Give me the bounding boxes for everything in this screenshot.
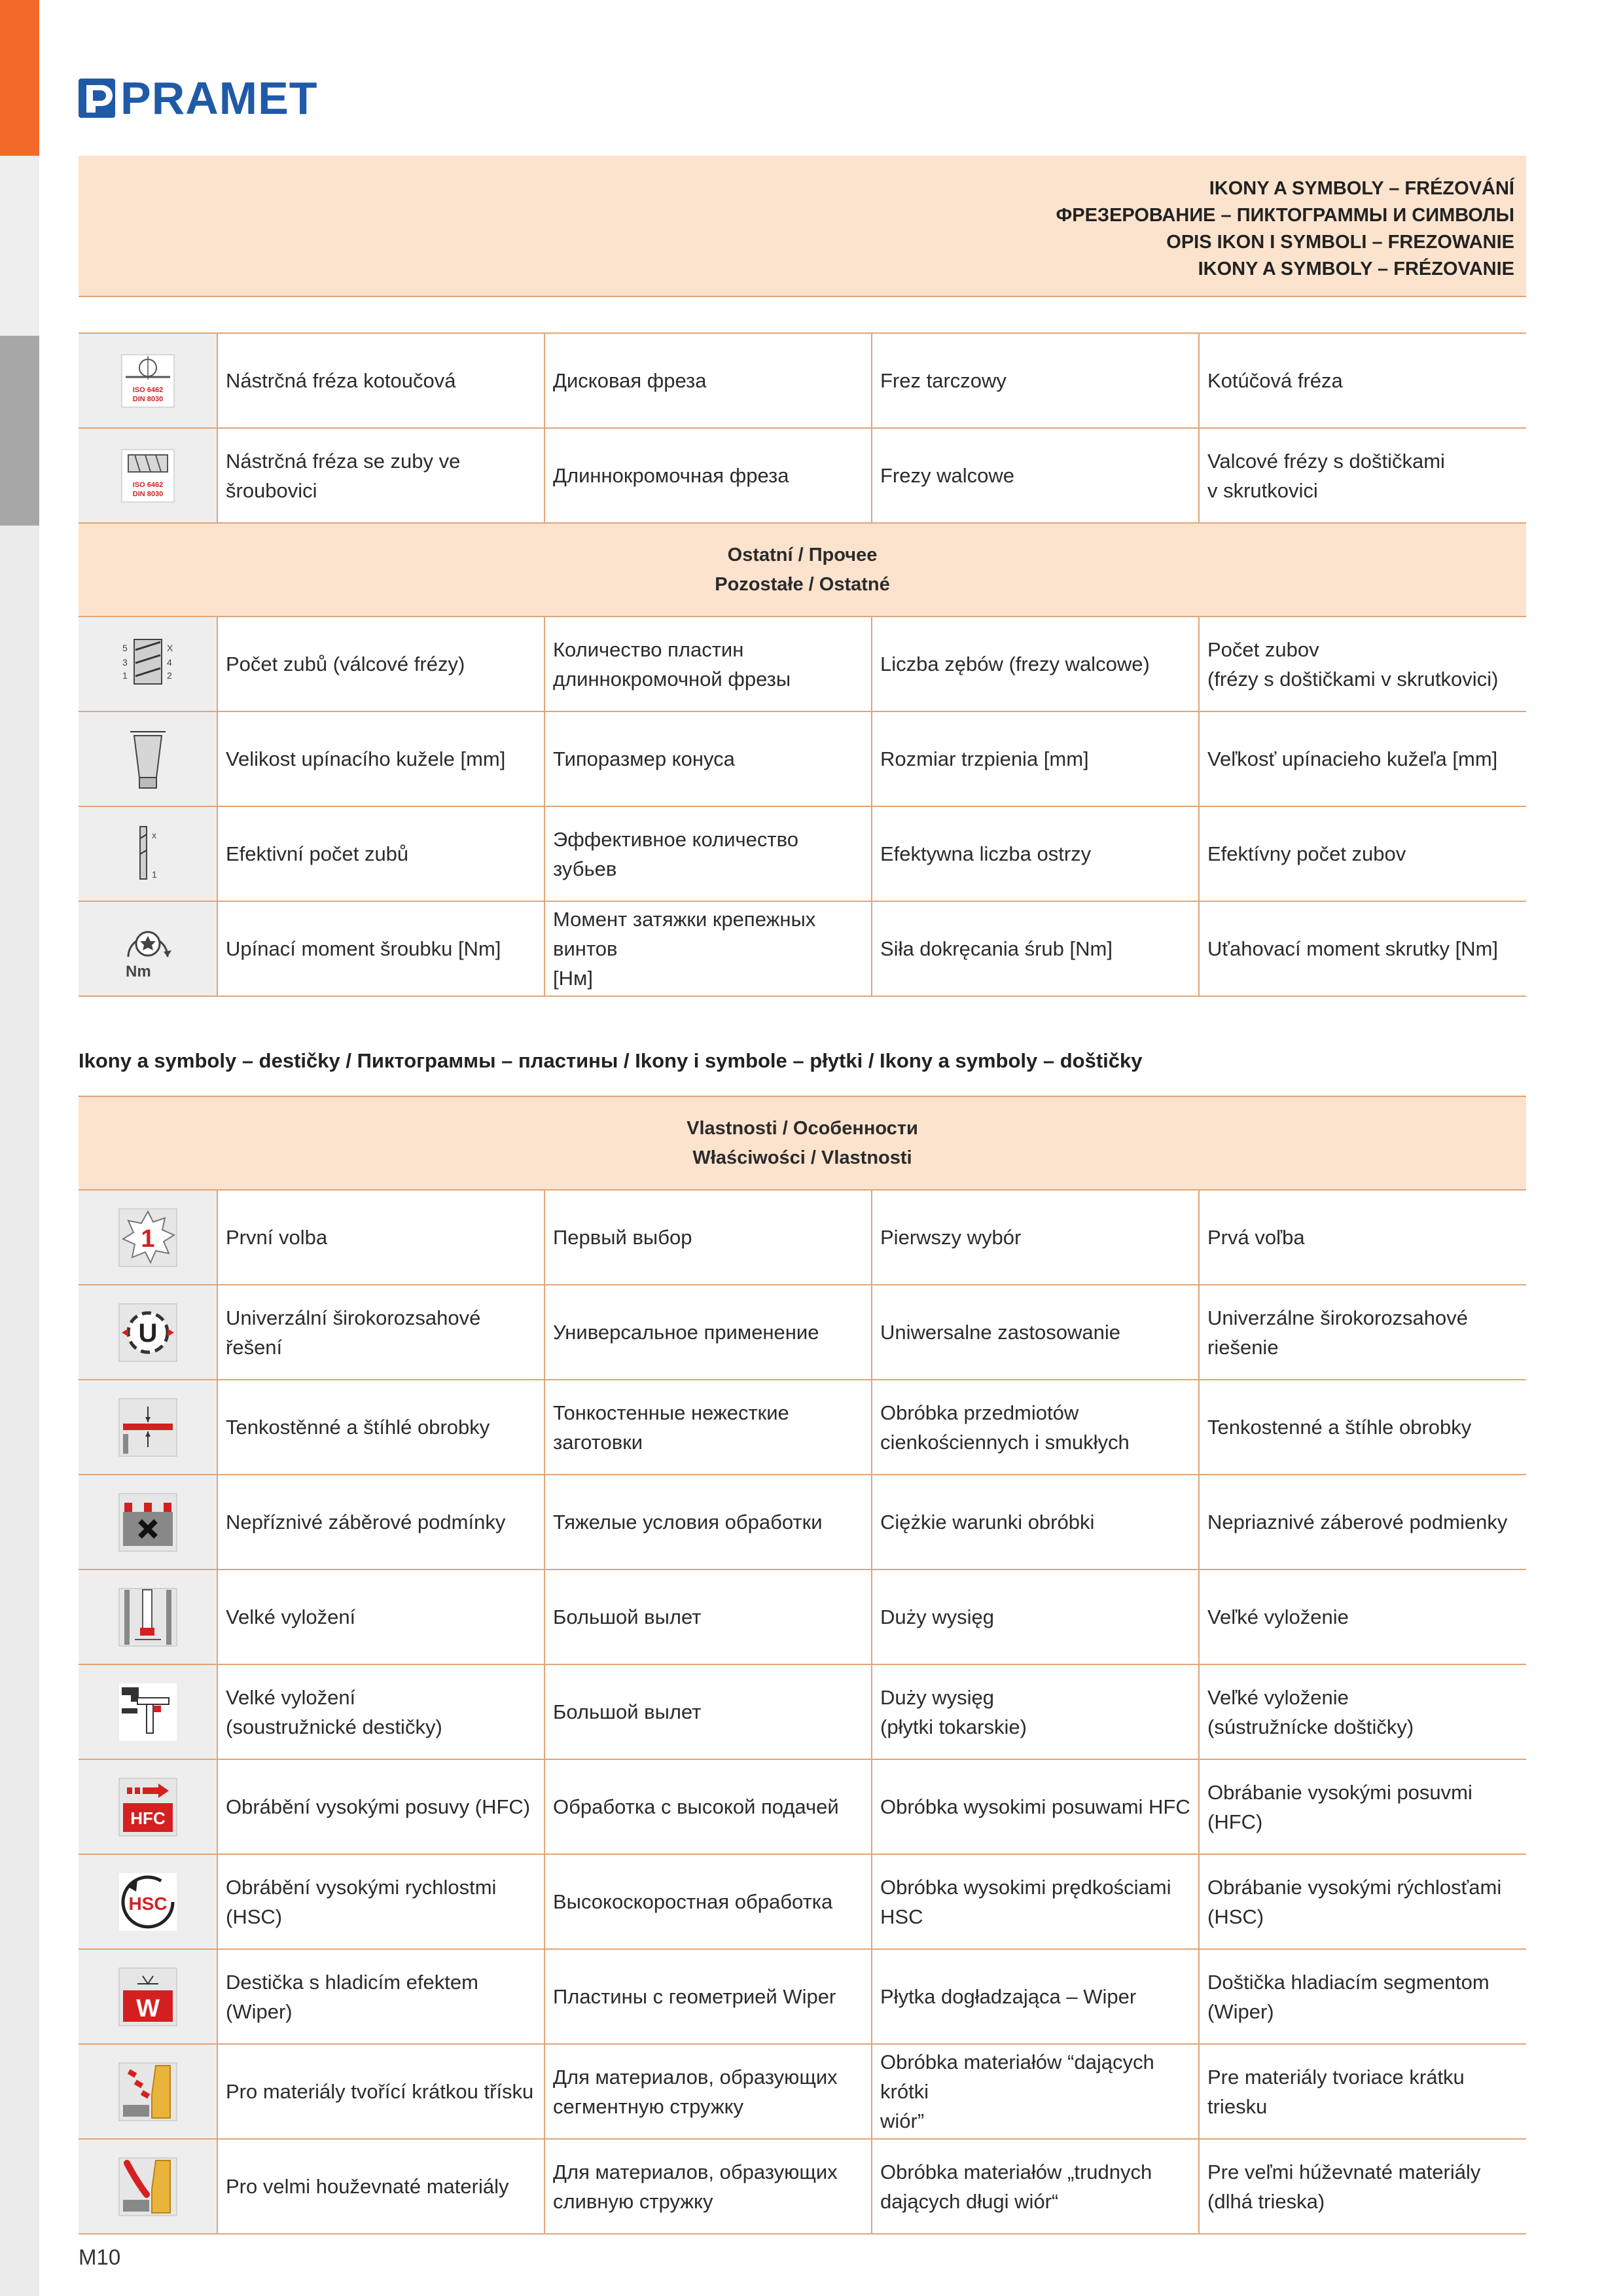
svg-text:1: 1 xyxy=(151,869,157,880)
long-overhang-icon xyxy=(118,1587,178,1647)
section-header-cell xyxy=(79,1096,1526,1190)
cell-pl: Ciężkie warunki obróbki xyxy=(872,1475,1199,1570)
cell-cz: Počet zubů (válcové frézy) xyxy=(217,617,544,711)
cell-pl: Pierwszy wybór xyxy=(872,1190,1199,1285)
cell-sk: Obrábanie vysokými posuvmi (HFC) xyxy=(1199,1759,1526,1854)
svg-text:DIN 8030: DIN 8030 xyxy=(132,395,163,403)
cell-pl: Obróbka przedmiotów cienkościennych i smukłych xyxy=(872,1380,1199,1475)
cell-ru: Первый выбор xyxy=(544,1190,872,1285)
cell-sk: Prvá voľba xyxy=(1199,1190,1526,1285)
cell-pl: Obróbka wysokimi posuwami HFC xyxy=(872,1759,1199,1854)
side-tab-current xyxy=(0,336,39,526)
title-line-cz: IKONY A SYMBOLY – FRÉZOVÁNÍ xyxy=(1209,178,1514,199)
short-chip-icon xyxy=(118,2062,178,2122)
wiper-icon xyxy=(118,1967,178,2027)
cell-ru: Обработка с высокой подачей xyxy=(544,1759,872,1854)
icon-cell xyxy=(79,1854,217,1949)
cell-ru: Длиннокромочная фреза xyxy=(544,428,872,523)
title-line-ru: ФРЕЗЕРОВАНИЕ – ПИКТОГРАММЫ И СИМВОЛЫ xyxy=(1056,205,1514,226)
icon-cell xyxy=(79,806,217,901)
section-header-properties xyxy=(79,1096,1526,1190)
cell-sk: Pre veľmi húževnaté materiály (dlhá trieska) xyxy=(1199,2139,1526,2234)
table-row xyxy=(79,1285,1526,1380)
table-row xyxy=(79,1380,1526,1475)
icon-cell xyxy=(79,1570,217,1664)
table-row xyxy=(79,1190,1526,1285)
clamping-taper-icon xyxy=(125,726,171,792)
cell-sk: Veľké vyloženie xyxy=(1199,1570,1526,1664)
table-row xyxy=(79,2044,1526,2139)
cell-sk: Počet zubov (frézy s doštičkami v skrutkovici) xyxy=(1199,617,1526,711)
cell-ru: Для материалов, образующих сегментную стружку xyxy=(544,2044,872,2139)
cell-ru: Эффективное количество зубьев xyxy=(544,806,872,901)
cell-pl: Obróbka wysokimi prędkościami HSC xyxy=(872,1854,1199,1949)
cell-cz: Nepříznivé záběrové podmínky xyxy=(217,1475,544,1570)
icon-cell xyxy=(79,1949,217,2044)
hsc-icon xyxy=(118,1872,178,1932)
title-line-pl: OPIS IKON I SYMBOLI – FREZOWANIE xyxy=(1166,232,1514,253)
cell-pl: Frez tarczowy xyxy=(872,333,1199,428)
cell-cz: Univerzální širokorozsahové řešení xyxy=(217,1285,544,1380)
icon-cell xyxy=(79,333,217,428)
table-row xyxy=(79,1664,1526,1759)
table-row xyxy=(79,1759,1526,1854)
cell-pl: Płytka dogładzająca – Wiper xyxy=(872,1949,1199,2044)
cell-cz: Nástrčná fréza se zuby ve šroubovici xyxy=(217,428,544,523)
table-row xyxy=(79,2139,1526,2234)
cell-ru: Типоразмер конуса xyxy=(544,711,872,806)
cell-sk: Veľké vyloženie (sústružnícke doštičky) xyxy=(1199,1664,1526,1759)
cell-sk: Efektívny počet zubov xyxy=(1199,806,1526,901)
section-props-line2: Właściwości / Vlastnosti xyxy=(692,1147,912,1168)
cell-pl: Liczba zębów (frezy walcowe) xyxy=(872,617,1199,711)
cell-ru: Количество пластин длиннокромочной фрезы xyxy=(544,617,872,711)
side-tab-strip xyxy=(0,0,39,2296)
icon-cell xyxy=(79,1380,217,1475)
brand-name: PRAMET xyxy=(120,73,318,124)
page-number: M10 xyxy=(79,2245,121,2269)
svg-text:4: 4 xyxy=(166,656,172,668)
hfc-icon xyxy=(118,1777,178,1837)
screw-torque-icon xyxy=(115,918,181,980)
table-row xyxy=(79,1570,1526,1664)
table-row xyxy=(79,1475,1526,1570)
teeth-count-helical-icon xyxy=(118,637,177,692)
unfavourable-conditions-icon xyxy=(118,1492,178,1552)
side-tab xyxy=(0,526,39,2296)
table-row xyxy=(79,901,1526,996)
section-header-cell xyxy=(79,523,1526,617)
cell-cz: První volba xyxy=(217,1190,544,1285)
cell-sk: Univerzálne širokorozsahové riešenie xyxy=(1199,1285,1526,1380)
icon-cell xyxy=(79,711,217,806)
svg-text:Nm: Nm xyxy=(125,962,151,980)
svg-text:X: X xyxy=(166,642,173,653)
cell-sk: Valcové frézy s doštičkami v skrutkovici xyxy=(1199,428,1526,523)
icon-cell xyxy=(79,2044,217,2139)
cell-cz: Pro velmi houževnaté materiály xyxy=(217,2139,544,2234)
svg-text:x: x xyxy=(151,829,156,840)
svg-text:1: 1 xyxy=(122,670,128,681)
icon-cell xyxy=(79,428,217,523)
cell-ru: Большой вылет xyxy=(544,1664,872,1759)
long-overhang-turning-icon xyxy=(118,1682,178,1742)
table-row xyxy=(79,806,1526,901)
svg-text:2: 2 xyxy=(166,670,172,681)
cell-cz: Velké vyložení (soustružnické destičky) xyxy=(217,1664,544,1759)
section-other-line1: Ostatní / Прочее xyxy=(727,544,878,565)
universal-icon xyxy=(118,1302,178,1363)
cell-sk: Uťahovací moment skrutky [Nm] xyxy=(1199,901,1526,996)
cell-pl: Duży wysięg xyxy=(872,1570,1199,1664)
inserts-heading: Ikony a symboly – destičky / Пиктограммы – пластины / Ikony i symbole – płytki / Ikony a symboly – doštičky xyxy=(79,1049,1143,1072)
table-row xyxy=(79,1854,1526,1949)
table-row xyxy=(79,333,1526,428)
cell-cz: Upínací moment šroubku [Nm] xyxy=(217,901,544,996)
cell-sk: Obrábanie vysokými rýchlosťami (HSC) xyxy=(1199,1854,1526,1949)
cell-sk: Doštička hladiacím segmentom (Wiper) xyxy=(1199,1949,1526,2044)
svg-text:HFC: HFC xyxy=(130,1808,166,1828)
cell-sk: Tenkostenné a štíhle obrobky xyxy=(1199,1380,1526,1475)
icon-cell xyxy=(79,1759,217,1854)
disc-cutter-iso-icon xyxy=(120,353,175,408)
tough-material-icon xyxy=(118,2157,178,2217)
cell-cz: Efektivní počet zubů xyxy=(217,806,544,901)
icon-cell xyxy=(79,617,217,711)
svg-text:ISO 6462: ISO 6462 xyxy=(132,386,163,394)
cell-pl: Duży wysięg (płytki tokarskie) xyxy=(872,1664,1199,1759)
cell-ru: Тонкостенные нежесткие заготовки xyxy=(544,1380,872,1475)
cell-pl: Obróbka materiałów „trudnych dających długi wiór“ xyxy=(872,2139,1199,2234)
cell-sk: Pre materiály tvoriace krátku triesku xyxy=(1199,2044,1526,2139)
helical-cutter-iso-icon xyxy=(120,448,175,503)
table-row xyxy=(79,1949,1526,2044)
cell-pl: Rozmiar trzpienia [mm] xyxy=(872,711,1199,806)
svg-text:W: W xyxy=(135,1994,160,2022)
cell-sk: Veľkosť upínacieho kužeľa [mm] xyxy=(1199,711,1526,806)
cell-cz: Velikost upínacího kužele [mm] xyxy=(217,711,544,806)
cell-cz: Nástrčná fréza kotoučová xyxy=(217,333,544,428)
cell-pl: Uniwersalne zastosowanie xyxy=(872,1285,1199,1380)
cell-cz: Pro materiály tvořící krátkou třísku xyxy=(217,2044,544,2139)
cell-pl: Frezy walcowe xyxy=(872,428,1199,523)
insert-icons-table xyxy=(79,1096,1526,2234)
title-lines xyxy=(1056,175,1514,283)
thin-walled-icon xyxy=(118,1397,178,1458)
cell-ru: Момент затяжки крепежных винтов [Нм] xyxy=(544,901,872,996)
cell-pl: Obróbka materiałów “dających krótki wiór” xyxy=(872,2044,1199,2139)
section-props-line1: Vlastnosti / Особенности xyxy=(687,1117,918,1139)
cell-cz: Obrábění vysokými posuvy (HFC) xyxy=(217,1759,544,1854)
milling-icons-table xyxy=(79,332,1526,997)
icon-cell xyxy=(79,1285,217,1380)
cell-ru: Большой вылет xyxy=(544,1570,872,1664)
icon-cell xyxy=(79,1190,217,1285)
svg-text:1: 1 xyxy=(140,1225,155,1253)
cell-sk: Kotúčová fréza xyxy=(1199,333,1526,428)
side-tab-active xyxy=(0,0,39,156)
cell-sk: Nepriaznivé záberové podmienky xyxy=(1199,1475,1526,1570)
effective-teeth-icon xyxy=(128,823,168,886)
cell-cz: Tenkostěnné a štíhlé obrobky xyxy=(217,1380,544,1475)
title-line-sk: IKONY A SYMBOLY – FRÉZOVANIE xyxy=(1198,259,1514,279)
cell-cz: Obrábění vysokými rychlostmi (HSC) xyxy=(217,1854,544,1949)
section-other-line2: Pozostałe / Ostatné xyxy=(715,573,890,595)
cell-cz: Destička s hladicím efektem (Wiper) xyxy=(217,1949,544,2044)
cell-ru: Высокоскоростная обработка xyxy=(544,1854,872,1949)
svg-text:U: U xyxy=(138,1318,157,1348)
svg-text:HSC: HSC xyxy=(128,1893,168,1914)
cell-pl: Efektywna liczba ostrzy xyxy=(872,806,1199,901)
cell-ru: Пластины с геометрией Wiper xyxy=(544,1949,872,2044)
icon-cell xyxy=(79,901,217,996)
title-banner xyxy=(79,156,1526,297)
svg-text:ISO 6462: ISO 6462 xyxy=(132,480,163,489)
table-row xyxy=(79,617,1526,711)
cell-cz: Velké vyložení xyxy=(217,1570,544,1664)
section-header-other xyxy=(79,523,1526,617)
svg-text:DIN 8030: DIN 8030 xyxy=(132,490,163,498)
first-choice-icon xyxy=(118,1208,178,1268)
cell-ru: Универсальное применение xyxy=(544,1285,872,1380)
table-row xyxy=(79,428,1526,523)
icon-cell xyxy=(79,2139,217,2234)
icon-cell xyxy=(79,1664,217,1759)
svg-text:5: 5 xyxy=(122,642,128,653)
icon-cell xyxy=(79,1475,217,1570)
cell-ru: Дисковая фреза xyxy=(544,333,872,428)
cell-ru: Для материалов, образующих сливную стружку xyxy=(544,2139,872,2234)
cell-ru: Тяжелые условия обработки xyxy=(544,1475,872,1570)
pramet-logo xyxy=(79,73,318,124)
pramet-mark-icon xyxy=(79,79,115,118)
svg-text:3: 3 xyxy=(122,656,128,668)
side-tab xyxy=(0,156,39,336)
table-row xyxy=(79,711,1526,806)
cell-pl: Siła dokręcania śrub [Nm] xyxy=(872,901,1199,996)
